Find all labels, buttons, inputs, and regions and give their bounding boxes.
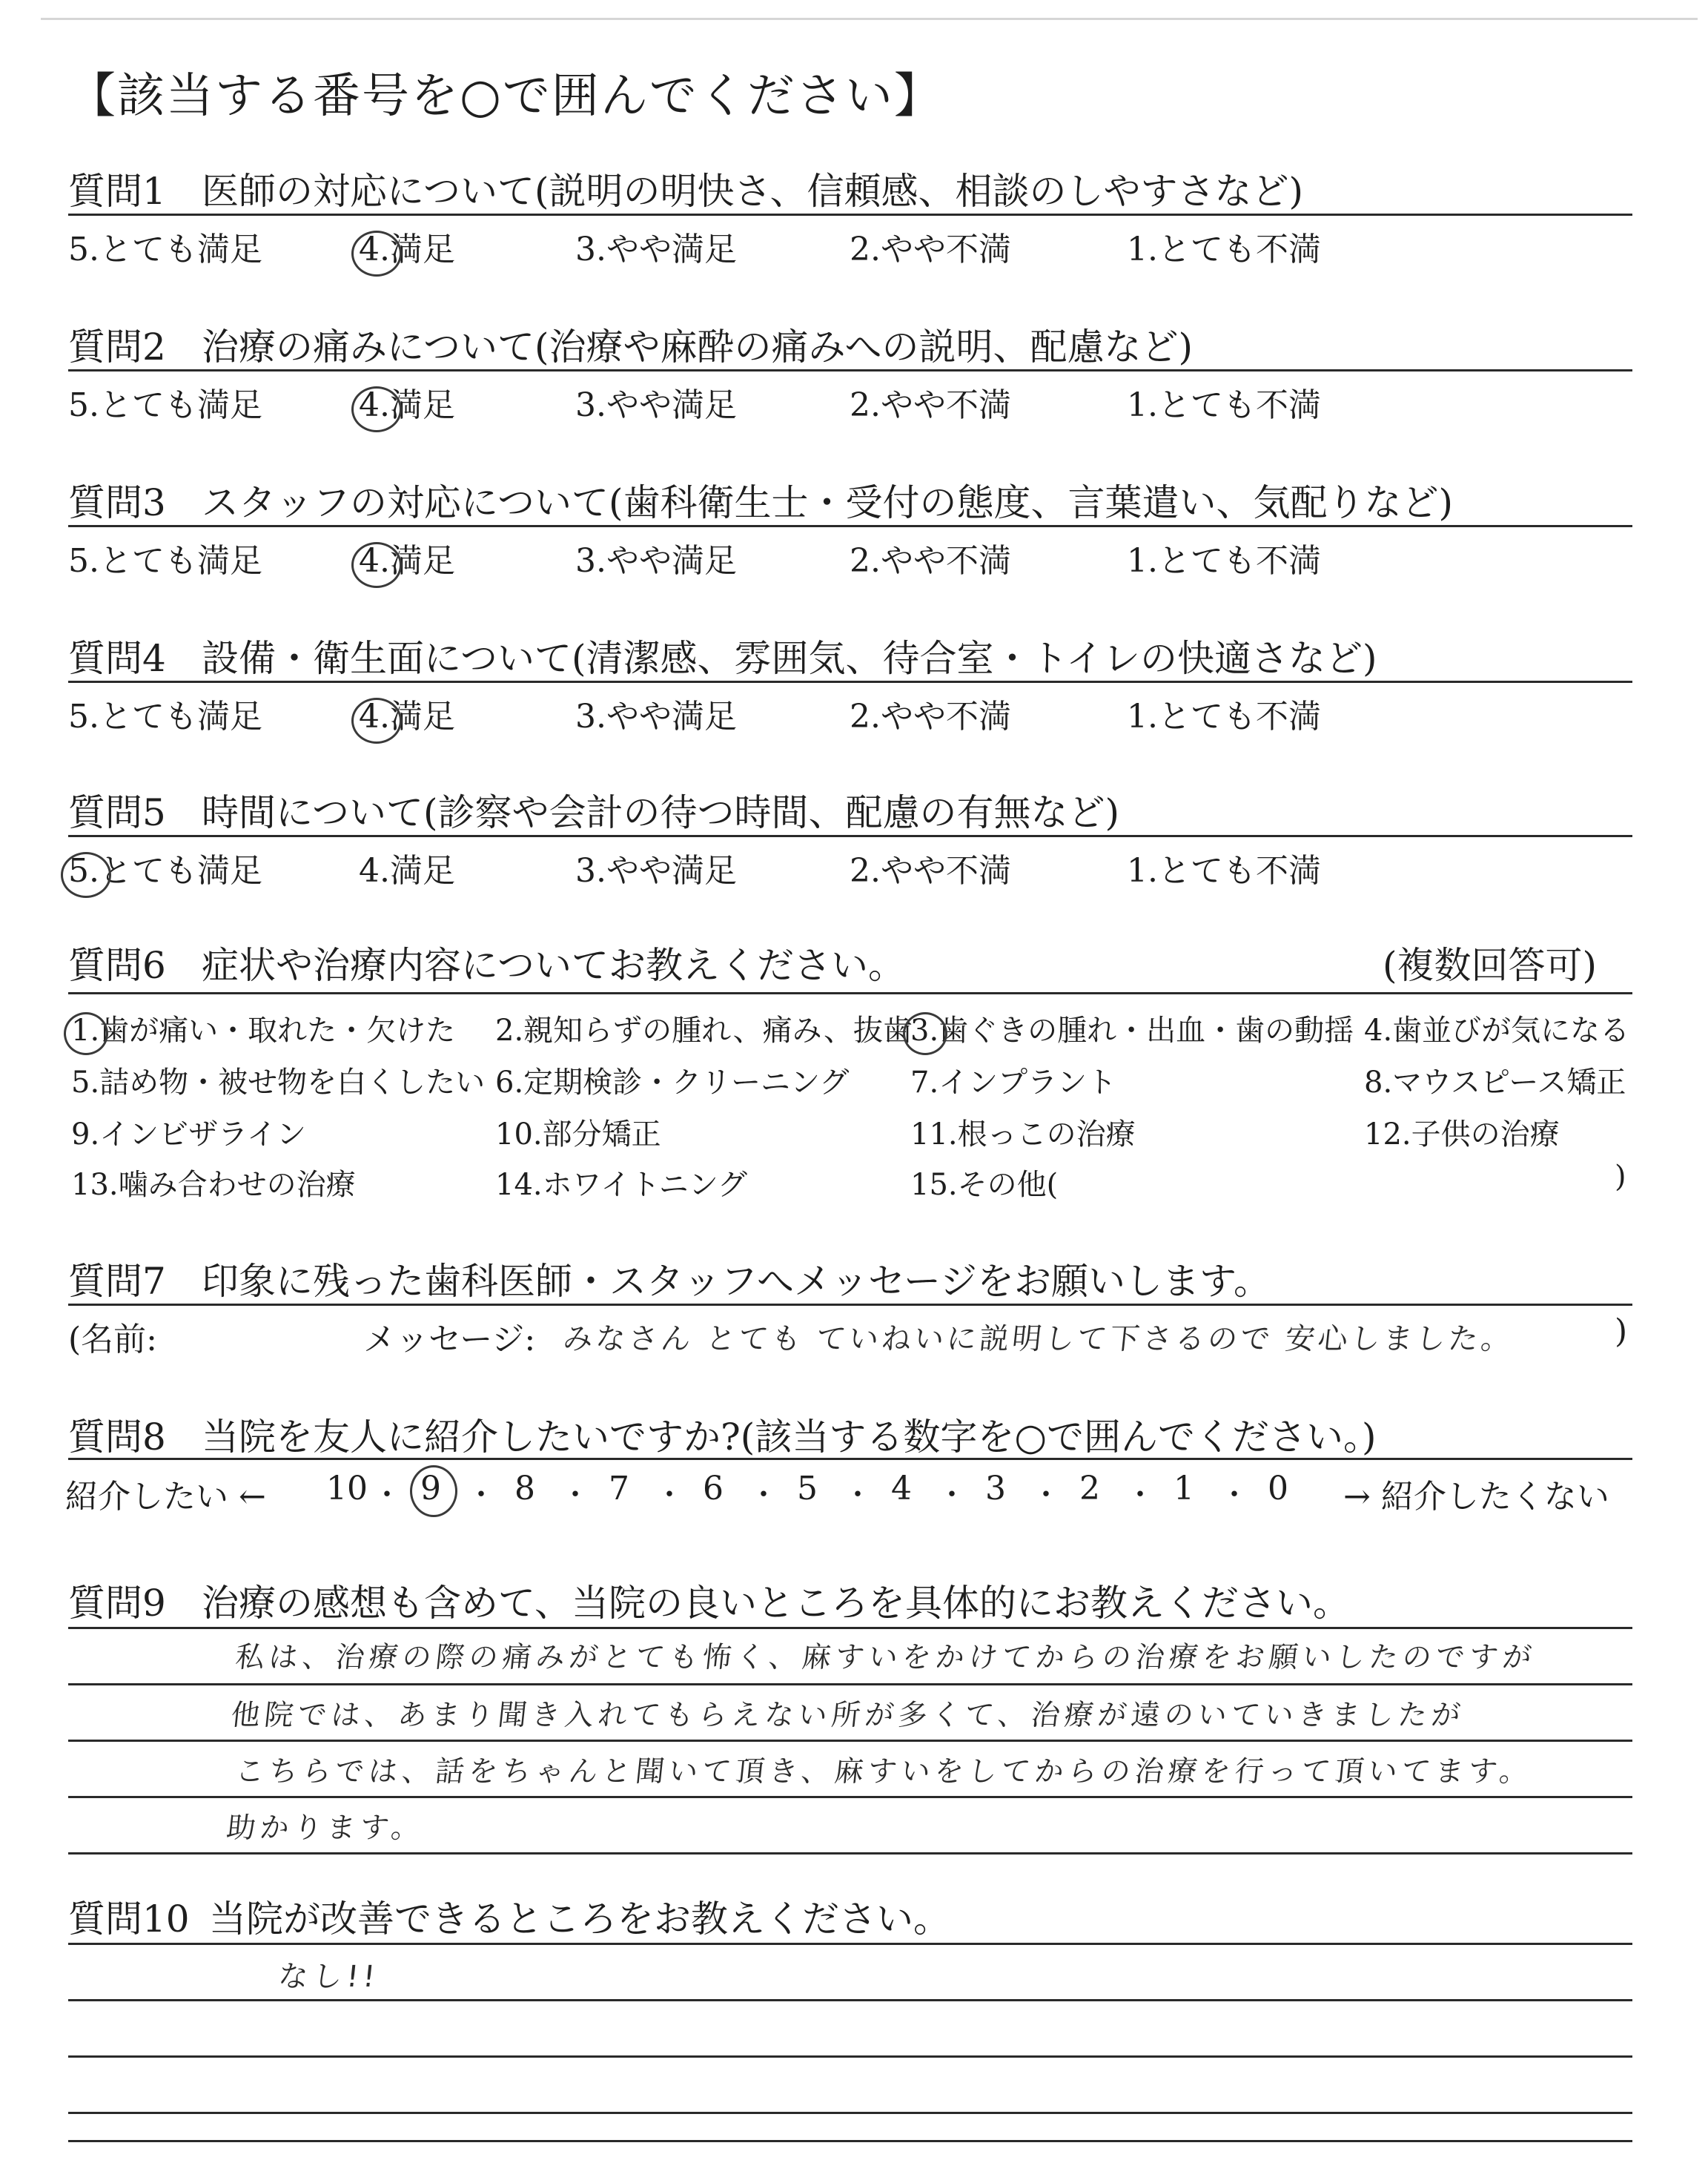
symptom-option[interactable] <box>1364 1007 1629 1049</box>
recommend-value[interactable]: 10 <box>326 1470 368 1507</box>
question-number: 質問7 <box>68 1260 166 1303</box>
underline <box>68 214 1632 216</box>
option-label: やや不満 <box>880 542 1011 580</box>
rating-option-1[interactable] <box>1127 222 1321 270</box>
option-label: 歯ぐきの腫れ・出血・歯の動揺 <box>939 1014 1354 1048</box>
recommend-label: 紹介したい ← <box>65 1478 266 1516</box>
question-text: スタッフの対応について(歯科衛生士・受付の態度、言葉遣い、気配りなど) <box>202 481 1454 524</box>
question-text: 時間について(診察や会計の待つ時間、配慮の有無など) <box>202 791 1120 834</box>
underline <box>68 992 1632 994</box>
answer-line <box>68 1683 1632 1685</box>
underline <box>68 525 1632 527</box>
rating-option-4[interactable] <box>359 690 455 737</box>
rating-option-2[interactable] <box>850 378 1011 426</box>
symptom-option[interactable] <box>71 1007 455 1049</box>
option-label: やや満足 <box>606 698 737 736</box>
symptom-option[interactable] <box>1364 1111 1560 1153</box>
option-number: 5. <box>68 542 99 580</box>
symptom-option[interactable] <box>910 1059 1116 1101</box>
separator-dot: ・ <box>749 1478 778 1512</box>
rating-option-5[interactable] <box>68 378 262 426</box>
option-number: 1. <box>1127 698 1158 736</box>
answer-handwritten-line: 助かります。 <box>225 1811 426 1845</box>
question-text: 当院を友人に紹介したいですか?(該当する数字を○で囲んでください。) <box>202 1416 1377 1459</box>
option-number: 4. <box>359 698 390 736</box>
option-label: 歯並びが気になる <box>1392 1014 1630 1048</box>
option-number: 3. <box>575 852 606 890</box>
separator-dot: ・ <box>937 1478 967 1512</box>
option-label: 親知らずの腫れ、痛み、抜歯 <box>523 1014 913 1048</box>
rating-option-3[interactable] <box>575 222 737 270</box>
option-number: 4. <box>359 386 390 424</box>
option-label: 噛み合わせの治療 <box>118 1168 356 1202</box>
option-number: 2. <box>850 852 881 890</box>
answer-line <box>68 1943 1632 1945</box>
option-number: 4. <box>359 231 390 268</box>
question-4-title <box>68 629 1377 682</box>
symptom-option[interactable] <box>495 1161 747 1203</box>
answer-line <box>68 1852 1632 1855</box>
question-number: 質問4 <box>68 637 166 680</box>
rating-option-5[interactable] <box>68 222 262 270</box>
option-number: 2. <box>495 1014 524 1048</box>
answer-handwritten-line: こちらでは、話をちゃんと聞いて頂き、麻すいをしてからの治療を行って頂いてます。 <box>234 1755 1535 1789</box>
option-label: 定期検診・クリーニング <box>523 1066 850 1100</box>
option-number: 13. <box>71 1168 119 1202</box>
recommend-value[interactable]: 7 <box>609 1470 629 1507</box>
separator-dot: ・ <box>655 1478 684 1512</box>
option-label: 満足 <box>389 386 455 424</box>
option-number: 3. <box>575 231 606 268</box>
symptom-option[interactable] <box>495 1059 849 1101</box>
option-number: 2. <box>850 542 881 580</box>
option-number: 8. <box>1364 1066 1393 1100</box>
underline <box>68 681 1632 683</box>
option-number: 1. <box>1127 231 1158 268</box>
option-label: やや満足 <box>606 231 737 268</box>
option-label: 詰め物・被せ物を白くしたい <box>99 1066 486 1100</box>
other-close-paren: ) <box>1615 1160 1626 1194</box>
question-3-title <box>68 473 1453 526</box>
answer-handwritten-line: 私は、治療の際の痛みがとても怖く、麻すいをかけてからの治療をお願いしたのですが <box>234 1641 1538 1674</box>
option-number: 3. <box>910 1014 939 1048</box>
answer-line <box>68 2055 1632 2058</box>
answer-line <box>68 1796 1632 1798</box>
underline <box>68 1458 1632 1460</box>
rating-option-3[interactable] <box>575 534 737 581</box>
option-number: 6. <box>495 1066 524 1100</box>
option-label: とても不満 <box>1157 231 1321 268</box>
answer-line <box>68 2112 1632 2114</box>
option-label: マウスピース矯正 <box>1392 1066 1626 1100</box>
rating-option-5[interactable] <box>68 690 262 737</box>
option-number: 5. <box>68 852 99 890</box>
option-label: 満足 <box>389 698 455 736</box>
separator-dot: ・ <box>1219 1478 1249 1512</box>
option-label: 部分矯正 <box>542 1117 661 1152</box>
rating-option-3[interactable] <box>575 378 737 426</box>
recommend-value[interactable]: 1 <box>1174 1470 1194 1507</box>
option-label: とても不満 <box>1157 542 1321 580</box>
option-label: やや不満 <box>880 231 1011 268</box>
recommend-value[interactable]: 4 <box>891 1470 912 1507</box>
question-8-title <box>68 1407 1376 1461</box>
option-number: 3. <box>575 698 606 736</box>
option-number: 15. <box>910 1168 958 1202</box>
option-label: とても満足 <box>99 231 262 268</box>
option-number: 1. <box>1127 852 1158 890</box>
symptom-option[interactable] <box>495 1007 913 1049</box>
option-number: 3. <box>575 386 606 424</box>
question-text: 治療の感想も含めて、当院の良いところを具体的にお教えください。 <box>202 1582 1350 1625</box>
rating-option-5[interactable] <box>68 844 262 891</box>
option-number: 1. <box>71 1014 100 1048</box>
answer-line <box>68 1627 1632 1629</box>
question-number: 質問9 <box>68 1582 166 1625</box>
option-number: 12. <box>1364 1117 1411 1152</box>
option-label: ホワイトニング <box>542 1168 748 1202</box>
message-close-paren: ) <box>1615 1312 1628 1350</box>
option-label: とても不満 <box>1157 698 1321 736</box>
underline <box>68 835 1632 837</box>
question-number: 質問10 <box>68 1898 190 1941</box>
recommend-value[interactable]: 0 <box>1268 1470 1288 1507</box>
option-number: 1. <box>1127 386 1158 424</box>
option-number: 5. <box>68 386 99 424</box>
option-label: とても満足 <box>99 386 262 424</box>
option-number: 10. <box>495 1117 543 1152</box>
option-label: やや満足 <box>606 542 737 580</box>
option-label: やや満足 <box>606 852 737 890</box>
rating-option-2[interactable] <box>850 222 1011 270</box>
symptom-option[interactable] <box>910 1007 1354 1049</box>
option-label: とても満足 <box>99 698 262 736</box>
question-10-title <box>68 1889 950 1943</box>
option-number: 3. <box>575 542 606 580</box>
question-text: 治療の痛みについて(治療や麻酔の痛みへの説明、配慮など) <box>202 326 1194 369</box>
question-number: 質問2 <box>68 326 166 369</box>
underline <box>68 1304 1632 1306</box>
rating-option-3[interactable] <box>575 844 737 891</box>
option-label: やや不満 <box>880 386 1011 424</box>
option-label: インビザライン <box>99 1117 306 1152</box>
option-label: やや不満 <box>880 852 1011 890</box>
rating-option-1[interactable] <box>1127 844 1321 891</box>
option-number: 4. <box>359 852 390 890</box>
recommend-value[interactable]: 3 <box>985 1470 1006 1507</box>
option-label: 満足 <box>389 852 455 890</box>
rating-option-2[interactable] <box>850 844 1011 891</box>
answer-line <box>68 1999 1632 2001</box>
answer-handwritten-line: 他院では、あまり聞き入れてもらえない所が多くて、治療が遠のいていきましたが <box>229 1699 1467 1732</box>
question-number: 質問8 <box>68 1416 166 1459</box>
separator-dot: ・ <box>843 1478 873 1512</box>
separator-dot: ・ <box>560 1478 590 1512</box>
recommend-value[interactable]: 2 <box>1079 1470 1100 1507</box>
option-label: 歯が痛い・取れた・欠けた <box>99 1014 456 1048</box>
separator-dot: ・ <box>466 1478 496 1512</box>
message-handwritten: みなさん とても ていねいに説明して下さるので 安心しました。 <box>561 1322 1516 1356</box>
option-label: 満足 <box>389 231 455 268</box>
rating-option-1[interactable] <box>1127 378 1321 426</box>
question-number: 質問3 <box>68 481 166 524</box>
question-number: 質問5 <box>68 791 166 834</box>
question-text: 症状や治療内容についてお教えください。 <box>202 944 905 987</box>
question-2-title <box>68 317 1193 371</box>
option-label: やや満足 <box>606 386 737 424</box>
option-label: 根っこの治療 <box>957 1117 1136 1152</box>
answer-handwritten: なし!! <box>277 1960 382 1994</box>
symptom-option[interactable] <box>71 1161 356 1203</box>
symptom-option[interactable] <box>910 1161 1058 1203</box>
question-text: 当院が改善できるところをお教えください。 <box>209 1898 950 1941</box>
rating-option-2[interactable] <box>850 690 1011 737</box>
option-number: 14. <box>495 1168 543 1202</box>
option-label: とても満足 <box>99 542 262 580</box>
not-recommend-label: → 紹介したくない <box>1343 1478 1609 1516</box>
question-9-title <box>68 1573 1350 1627</box>
recommend-value[interactable]: 6 <box>703 1470 724 1507</box>
symptom-option[interactable] <box>71 1111 306 1153</box>
rating-option-4[interactable] <box>359 378 455 426</box>
recommend-value[interactable]: 9 <box>420 1470 441 1507</box>
separator-dot: ・ <box>1125 1478 1155 1512</box>
option-number: 4. <box>359 542 390 580</box>
underline <box>68 369 1632 371</box>
question-text: 医師の対応について(説明の明快さ、信頼感、相談のしやすさなど) <box>202 170 1304 213</box>
option-number: 2. <box>850 386 881 424</box>
question-6-title <box>68 936 905 989</box>
question-number: 質問1 <box>68 170 166 213</box>
option-label: とても不満 <box>1157 386 1321 424</box>
message-label: メッセージ: <box>363 1321 536 1358</box>
option-number: 4. <box>1364 1014 1393 1048</box>
option-number: 9. <box>71 1117 100 1152</box>
recommend-value[interactable]: 5 <box>797 1470 818 1507</box>
option-label: とても満足 <box>99 852 262 890</box>
form-title: 【該当する番号を○で囲んでください】 <box>68 69 943 124</box>
name-label: (名前: <box>68 1321 157 1358</box>
option-number: 5. <box>71 1066 100 1100</box>
rating-option-4[interactable] <box>359 534 455 581</box>
option-label: その他( <box>957 1168 1059 1202</box>
option-number: 1. <box>1127 542 1158 580</box>
symptom-option[interactable] <box>71 1059 485 1101</box>
question-text: 設備・衛生面について(清潔感、雰囲気、待合室・トイレの快適さなど) <box>202 637 1377 680</box>
option-label: 子供の治療 <box>1411 1117 1560 1152</box>
rating-option-4[interactable] <box>359 222 455 270</box>
answer-line <box>68 2140 1632 2142</box>
option-label: インプラント <box>939 1066 1117 1100</box>
question-text: 印象に残った歯科医師・スタッフへメッセージをお願いします。 <box>202 1260 1271 1303</box>
rating-option-1[interactable] <box>1127 690 1321 737</box>
rating-option-2[interactable] <box>850 534 1011 581</box>
option-label: 満足 <box>389 542 455 580</box>
multiple-answer-note: (複数回答可) <box>1382 944 1597 987</box>
rating-option-3[interactable] <box>575 690 737 737</box>
option-number: 2. <box>850 698 881 736</box>
question-number: 質問6 <box>68 944 166 987</box>
separator-dot: ・ <box>1031 1478 1061 1512</box>
symptom-option[interactable] <box>910 1111 1136 1153</box>
separator-dot: ・ <box>372 1478 402 1512</box>
question-5-title <box>68 783 1119 836</box>
rating-option-5[interactable] <box>68 534 262 581</box>
option-number: 5. <box>68 698 99 736</box>
question-7-title <box>68 1252 1271 1305</box>
rating-option-1[interactable] <box>1127 534 1321 581</box>
top-border <box>41 18 1698 20</box>
option-number: 11. <box>910 1117 958 1152</box>
symptom-option[interactable] <box>1364 1059 1626 1101</box>
option-number: 2. <box>850 231 881 268</box>
option-label: やや不満 <box>880 698 1011 736</box>
recommend-value[interactable]: 8 <box>514 1470 535 1507</box>
question-1-title <box>68 162 1303 215</box>
symptom-option[interactable] <box>495 1111 661 1153</box>
option-number: 7. <box>910 1066 939 1100</box>
option-label: とても不満 <box>1157 852 1321 890</box>
answer-line <box>68 1740 1632 1742</box>
option-number: 5. <box>68 231 99 268</box>
rating-option-4[interactable] <box>359 844 455 891</box>
